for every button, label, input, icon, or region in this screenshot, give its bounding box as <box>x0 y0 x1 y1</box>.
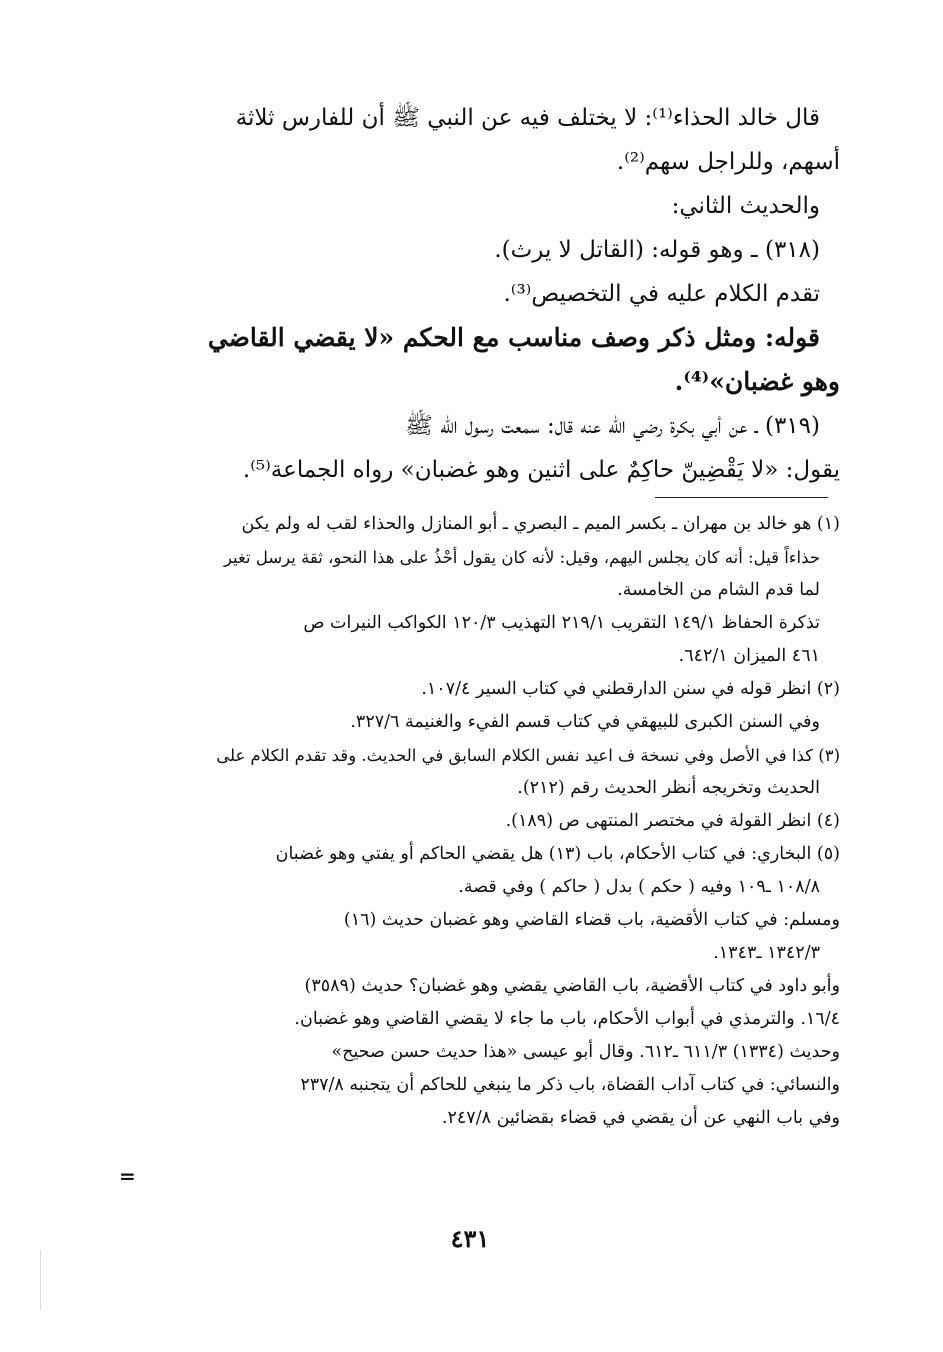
footnote-line: وفي باب النهي عن أن يقضي في قضاء بقضائين ٢٤٧/٨. <box>441 1108 840 1128</box>
scan-mark <box>40 1250 41 1310</box>
footnote-line: الحديث وتخريجه أنظر الحديث رقم (٢١٢). <box>517 778 820 798</box>
footnote-separator <box>655 497 828 498</box>
footnote-line: والنسائي: في كتاب آداب القضاة، باب ذكر ما ينبغي للحاكم أن يتجنبه ٢٣٧/٨ <box>300 1075 840 1095</box>
footnote-4: (٤) انظر القولة في مختصر المنتهى ص (١٨٩). <box>505 811 840 831</box>
matn-quote-line: قوله: ومثل ذكر وصف مناسب مع الحكم «لا يقضي القاضي <box>207 323 820 352</box>
footnote-line: ومسلم: في كتاب الأقضية، باب قضاء القاضي وهو غضبان حديث (١٦) <box>343 910 840 930</box>
footnote-line: ١٠٨/٨ ـ١٠٩ وفيه ( حكم ) بدل ( حاكم ) وفي قصة. <box>458 877 820 897</box>
footnote-line: وحديث (١٣٣٤) ٦١١/٣ ـ٦١٢. وقال أبو عيسى «هذا حديث حسن صحيح» <box>331 1042 840 1062</box>
footnote-3: (٣) كذا في الأصل وفي نسخة ف اعيد نفس الكلام السابق في الحديث. وقد تقدم الكلام على <box>216 746 840 765</box>
footnote-2: (٢) انظر قوله في سنن الدارقطني في كتاب السير ١٠٧/٤. <box>421 679 840 699</box>
page-number: ٤٣١ <box>450 1224 490 1253</box>
footnote-line: ١٣٤٢/٣ ـ١٣٤٣. <box>713 943 820 963</box>
footnote-line: وأبو داود في كتاب الأقضية، باب القاضي يقضي وهو غضبان؟ حديث (٣٥٨٩) <box>304 976 840 996</box>
main-text <box>140 96 840 492</box>
hadith-318: (٣١٨) ـ وهو قوله: (القاتل لا يرث). <box>494 237 820 263</box>
main-line: يقول: «لا يَقْضِينّ حاكِمٌ على اثنين وهو غضبان» رواه الجماعة⁽⁵⁾. <box>242 457 840 483</box>
footnote-line: لما قدم الشام من الخامسة. <box>617 580 820 600</box>
continuation-mark: = <box>119 1164 136 1188</box>
main-line: أسهم، وللراجل سهم⁽²⁾. <box>616 149 840 175</box>
footnote-line: ٤٦١ الميزان ٦٤٢/١. <box>678 646 820 666</box>
matn-quote-line: وهو غضبان»⁽⁴⁾. <box>674 367 840 396</box>
footnote-1: (١) هو خالد بن مهران ـ بكسر الميم ـ البصري ـ أبو المنازل والحذاء لقب له ولم يكن <box>241 514 840 534</box>
main-line: تقدم الكلام عليه في التخصيص⁽³⁾. <box>503 281 820 307</box>
footnote-5: (٥) البخاري: في كتاب الأحكام، باب (١٣) هل يقضي الحاكم أو يفتي وهو غضبان <box>275 844 840 864</box>
footnotes <box>140 508 840 1135</box>
hadith-319: (٣١٩) ـ عن أبي بكرة رضي الله عنه قال: سمعت رسول الله ﷺ <box>405 413 820 439</box>
footnote-line: ١٦/٤. والترمذي في أبواب الأحكام، باب ما جاء لا يقضي القاضي وهو غضبان. <box>294 1009 840 1029</box>
footnote-line: حذاءاً قيل: أنه كان يجلس اليهم، وقيل: لأنه كان يقول أحْذُ على هذا النحو، ثقة يرسل تغير <box>223 548 820 567</box>
footnote-line: وفي السنن الكبرى للبيهقي في كتاب قسم الفيء والغنيمة ٣٢٧/٦. <box>350 712 820 732</box>
main-line: قال خالد الحذاء⁽¹⁾: لا يختلف فيه عن النبي ﷺ أن للفارس ثلاثة <box>235 105 820 131</box>
main-line: والحديث الثاني: <box>671 193 820 219</box>
footnote-line: تذكرة الحفاظ ١٤٩/١ التقريب ٢١٩/١ التهذيب ١٢٠/٣ الكواكب النيرات ص <box>303 613 820 633</box>
